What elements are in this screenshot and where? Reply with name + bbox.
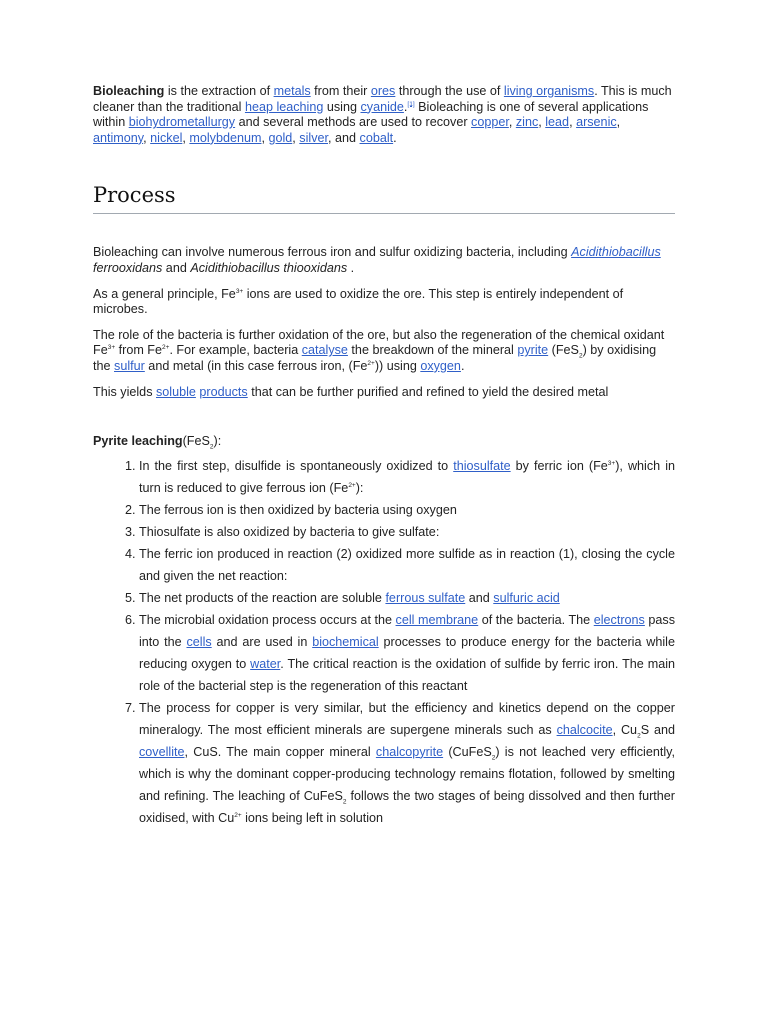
intro-paragraph: Bioleaching is the extraction of metals from their ores through the use of living organisms. This is much cleaner than the traditional heap leaching using cyanide.[1] Bioleaching is one of several applications within biohydrometallurgy and several methods are used to recover copper, zinc, lead, arsenic, antimony, nickel, molybdenum, gold, silver, and cobalt. [93, 84, 672, 145]
link-soluble[interactable]: soluble [156, 384, 196, 399]
link-metal[interactable]: arsenic [576, 115, 617, 130]
link-chalcocite[interactable]: chalcocite [556, 722, 613, 737]
link-metal[interactable]: silver [299, 130, 328, 145]
paragraph-role: The role of the bacteria is further oxidation of the ore, but also the regeneration of the chemical oxidant $Fe^{3+}$ from $Fe^{2+}$. For example, bacteria catalyse the breakdown of the mineral pyrite (FeS$_2$) by oxidising the sulfur and metal (in this case ferrous iron, $(Fe^{2+})$) using oxygen. [93, 327, 665, 373]
paragraph-bacteria: Bioleaching can involve numerous ferrous iron and sulfur oxidizing bacteria, including Acidithiobacillus ferrooxidans and Acidithiobacillus thiooxidans . [93, 245, 661, 275]
link-cyanide[interactable]: cyanide [360, 99, 404, 114]
link-cell-membrane[interactable]: cell membrane [395, 612, 479, 627]
article-body [93, 84, 675, 829]
link-ferrous-sulfate[interactable]: ferrous sulfate [385, 590, 466, 605]
link-metal[interactable]: antimony [93, 130, 144, 145]
steps-list [93, 455, 675, 829]
subheading-pyrite-leaching: Pyrite leaching(FeS$_2$): [93, 434, 222, 451]
link-sulfur[interactable]: sulfur [114, 358, 145, 373]
link-oxygen[interactable]: oxygen [420, 358, 461, 373]
link-metal[interactable]: zinc [515, 115, 539, 130]
list-item: 6. The microbial oxidation process occurs at the cell membrane of the bacteria. The electrons pass into the cells and are used in biochemical processes to produce energy for the bacteria while reducing oxygen to water. The critical reaction is the oxidation of sulfide by ferric iron. The main role of the bacterial step is the regeneration of this reactant [139, 609, 675, 697]
intro-term: Bioleaching [93, 84, 165, 98]
link-metal[interactable]: gold [268, 130, 293, 145]
list-item: 3. Thiosulfate is also oxidized by bacteria to give sulfate: [139, 521, 675, 543]
link-metal[interactable]: cobalt [359, 130, 394, 145]
link-heap-leaching[interactable]: heap leaching [244, 99, 324, 114]
link-cells[interactable]: cells [186, 634, 212, 649]
link-water[interactable]: water [250, 656, 281, 671]
link-metal[interactable]: copper [471, 115, 509, 130]
link-living-organisms[interactable]: living organisms [503, 84, 595, 98]
link-sulfuric-acid[interactable]: sulfuric acid [493, 590, 560, 605]
link-pyrite[interactable]: pyrite [517, 343, 549, 358]
section-heading-process: Process [93, 182, 675, 214]
list-item: 4. The ferric ion produced in reaction (2) oxidized more sulfide as in reaction (1), closing the cycle and given the net reaction: [139, 543, 675, 587]
link-metal[interactable]: lead [545, 115, 570, 130]
link-metal[interactable]: nickel [150, 130, 183, 145]
link-ores[interactable]: ores [370, 84, 396, 98]
link-metal[interactable]: molybdenum [189, 130, 262, 145]
list-item: 7. The process for copper is very similar, but the efficiency and kinetics depend on the copper mineralogy. The most efficient minerals are supergene minerals such as chalcocite, $Cu_2S$ and covellite, CuS. The main copper mineral chalcopyrite (CuFeS$_2$) is not leached very efficiently, which is why the dominant copper-producing technology remains flotation, followed by smelting and refining. The leaching of CuFeS$_2$ follows the two stages of being dissolved and then further oxidised, with $Cu^{2+}$ ions being left in solution [139, 697, 675, 829]
list-item: 1. In the first step, disulfide is spontaneously oxidized to thiosulfate by ferric ion $(Fe^{3+})$, which in turn is reduced to give ferrous ion $(Fe^{2+})$: [139, 455, 675, 499]
paragraph-principle: As a general principle, $Fe^{3+}$ ions are used to oxidize the ore. This step is entirely independent of microbes. [93, 286, 624, 317]
link-catalyse[interactable]: catalyse [301, 343, 348, 358]
list-item: 2. The ferrous ion is then oxidized by bacteria using oxygen [139, 499, 675, 521]
link-covellite[interactable]: covellite [139, 744, 185, 759]
list-item: 5. The net products of the reaction are soluble ferrous sulfate and sulfuric acid [139, 587, 675, 609]
paragraph-yields: This yields soluble products that can be further purified and refined to yield the desired metal [93, 384, 609, 399]
link-electrons[interactable]: electrons [593, 612, 645, 627]
link-biohydrometallurgy[interactable]: biohydrometallurgy [128, 115, 236, 130]
reference-link[interactable]: [1] [407, 100, 415, 108]
link-acidithiobacillus[interactable]: Acidithiobacillus [571, 245, 661, 260]
link-biochemical[interactable]: biochemical [312, 634, 379, 649]
link-products[interactable]: products [199, 384, 248, 399]
link-metals[interactable]: metals [273, 84, 311, 98]
link-thiosulfate[interactable]: thiosulfate [453, 458, 511, 473]
link-chalcopyrite[interactable]: chalcopyrite [375, 744, 444, 759]
